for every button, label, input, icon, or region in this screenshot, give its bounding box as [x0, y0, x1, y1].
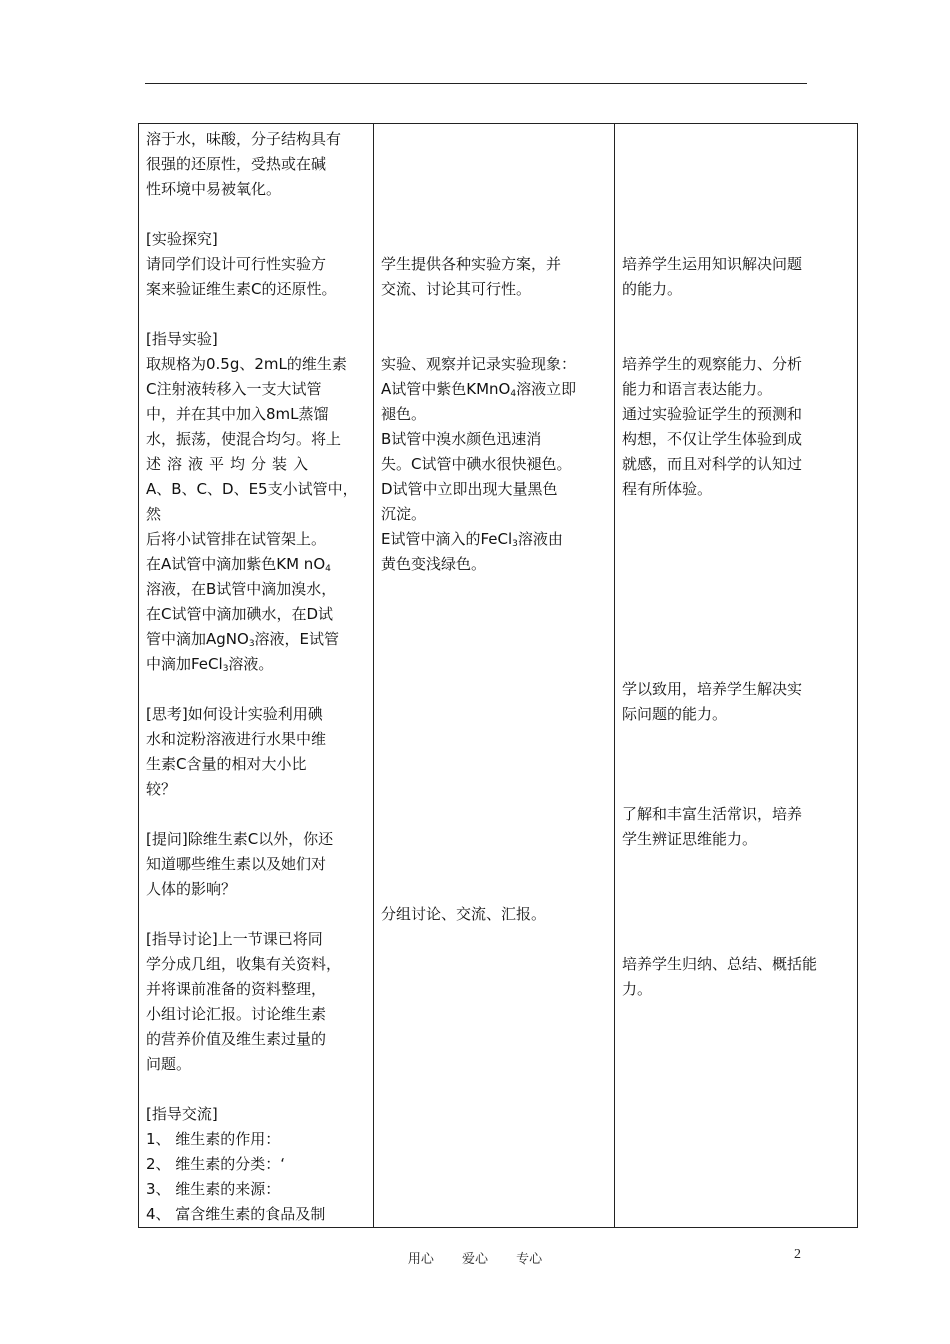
- think-line: 较？: [146, 780, 177, 798]
- plan-line: 学生提供各种实验方案，并: [381, 255, 562, 273]
- guide-line: C注射液转移入一支大试管: [146, 380, 322, 398]
- intro-line: 溶于水，味酸，分子结构具有: [146, 130, 342, 148]
- observe-line: 黄色变浅绿色。: [381, 555, 487, 573]
- goal-line: 构想，不仅让学生体验到成: [622, 430, 803, 448]
- explore-line: 请同学们设计可行性实验方: [146, 255, 327, 273]
- guide-line: 管中滴加AgNO$_3$溶液，E试管: [146, 630, 340, 649]
- observe-line: B试管中溴水颜色迅速消: [381, 430, 542, 448]
- table-row: [139, 124, 858, 1228]
- exchange-item: 3、 维生素的来源：: [146, 1180, 281, 1198]
- footer-item: 爱心: [461, 1252, 488, 1267]
- goal-line: 培养学生运用知识解决问题: [622, 255, 803, 273]
- guide-heading: [指导实验]: [146, 330, 218, 348]
- guide-line: A、B、C、D、E5支小试管中，然: [146, 480, 358, 523]
- observe-line: 沉淀。: [381, 505, 427, 523]
- ask-line: 人体的影响？: [146, 880, 237, 898]
- guide-line: 中，并在其中加入8mL蒸馏: [146, 405, 329, 423]
- discuss-line: 的营养价值及维生素过量的: [146, 1030, 327, 1048]
- guide-line: 中滴加FeCl$_3$溶液。: [146, 655, 274, 674]
- observe-line: E试管中滴入的FeCl$_3$溶液由: [381, 530, 563, 549]
- discuss-line: [指导讨论]上一节课已将同: [146, 930, 323, 948]
- goal-line: 程有所体验。: [622, 480, 713, 498]
- intro-line: 很强的还原性，受热或在碱: [146, 155, 327, 173]
- observe-line: 实验、观察并记录实验现象：: [381, 355, 577, 373]
- guide-line: 在C试管中滴加碘水，在D试: [146, 605, 334, 623]
- header-rule: [145, 83, 807, 84]
- guide-line: 在A试管中滴加紫色KM $nO_4$: [146, 555, 331, 574]
- exchange-heading: [指导交流]: [146, 1105, 218, 1123]
- exchange-item: 2、 维生素的分类：‘: [146, 1155, 286, 1173]
- goal-line: 际问题的能力。: [622, 705, 728, 723]
- goal-line: 了解和丰富生活常识，培养: [622, 805, 803, 823]
- exchange-item: 1、 维生素的作用：: [146, 1130, 281, 1148]
- exchange-item: 4、 富含维生素的食品及制: [146, 1205, 326, 1223]
- think-line: 水和淀粉溶液进行水果中维: [146, 730, 327, 748]
- goal-line: 学以致用，培养学生解决实: [622, 680, 803, 698]
- goal-line: 培养学生归纳、总结、概括能: [622, 955, 818, 973]
- discuss-line: 并将课前准备的资料整理，: [146, 980, 327, 998]
- observe-line: A试管中紫色KMnO$_4$溶液立即: [381, 380, 577, 399]
- design-intent-cell: [615, 124, 858, 1228]
- guide-line: 水，振荡，使混合均匀。将上: [146, 430, 342, 448]
- discuss-report-line: 分组讨论、交流、汇报。: [381, 905, 547, 923]
- goal-line: 培养学生的观察能力、分析: [622, 355, 803, 373]
- goal-line: 的能力。: [622, 280, 683, 298]
- goal-line: 学生辨证思维能力。: [622, 830, 758, 848]
- lesson-plan-table: [138, 123, 858, 1228]
- guide-line: 后将小试管排在试管架上。: [146, 530, 327, 548]
- discuss-line: 学分成几组，收集有关资料，: [146, 955, 342, 973]
- explore-heading: [实验探究]: [146, 230, 218, 248]
- plan-line: 交流、讨论其可行性。: [381, 280, 532, 298]
- guide-line: 取规格为0.5g、2mL的维生素: [146, 355, 347, 373]
- think-line: [思考]如何设计实验利用碘: [146, 705, 323, 723]
- goal-line: 力。: [622, 980, 653, 998]
- student-activity-cell: [374, 124, 615, 1228]
- ask-line: 知道哪些维生素以及她们对: [146, 855, 327, 873]
- page-number: 2: [794, 1247, 801, 1262]
- discuss-line: 问题。: [146, 1055, 192, 1073]
- observe-line: 褪色。: [381, 405, 427, 423]
- discuss-line: 小组讨论汇报。讨论维生素: [146, 1005, 327, 1023]
- goal-line: 能力和语言表达能力。: [622, 380, 773, 398]
- footer-item: 用心: [407, 1252, 434, 1267]
- teacher-activity-cell: [139, 124, 374, 1228]
- footer-item: 专心: [516, 1252, 543, 1267]
- goal-line: 就感，而且对科学的认知过: [622, 455, 803, 473]
- goal-line: 通过实验验证学生的预测和: [622, 405, 803, 423]
- observe-line: 失。C试管中碘水很快褪色。: [381, 455, 572, 473]
- explore-line: 案来验证维生素C的还原性。: [146, 280, 337, 298]
- guide-line: 溶液，在B试管中滴加溴水，: [146, 580, 337, 598]
- intro-line: 性环境中易被氧化。: [146, 180, 282, 198]
- page-footer: [0, 1248, 950, 1267]
- ask-line: [提问]除维生素C以外，你还: [146, 830, 334, 848]
- think-line: 生素C含量的相对大小比: [146, 755, 307, 773]
- guide-line: 述溶液平均分装入: [146, 455, 315, 473]
- observe-line: D试管中立即出现大量黑色: [381, 480, 558, 498]
